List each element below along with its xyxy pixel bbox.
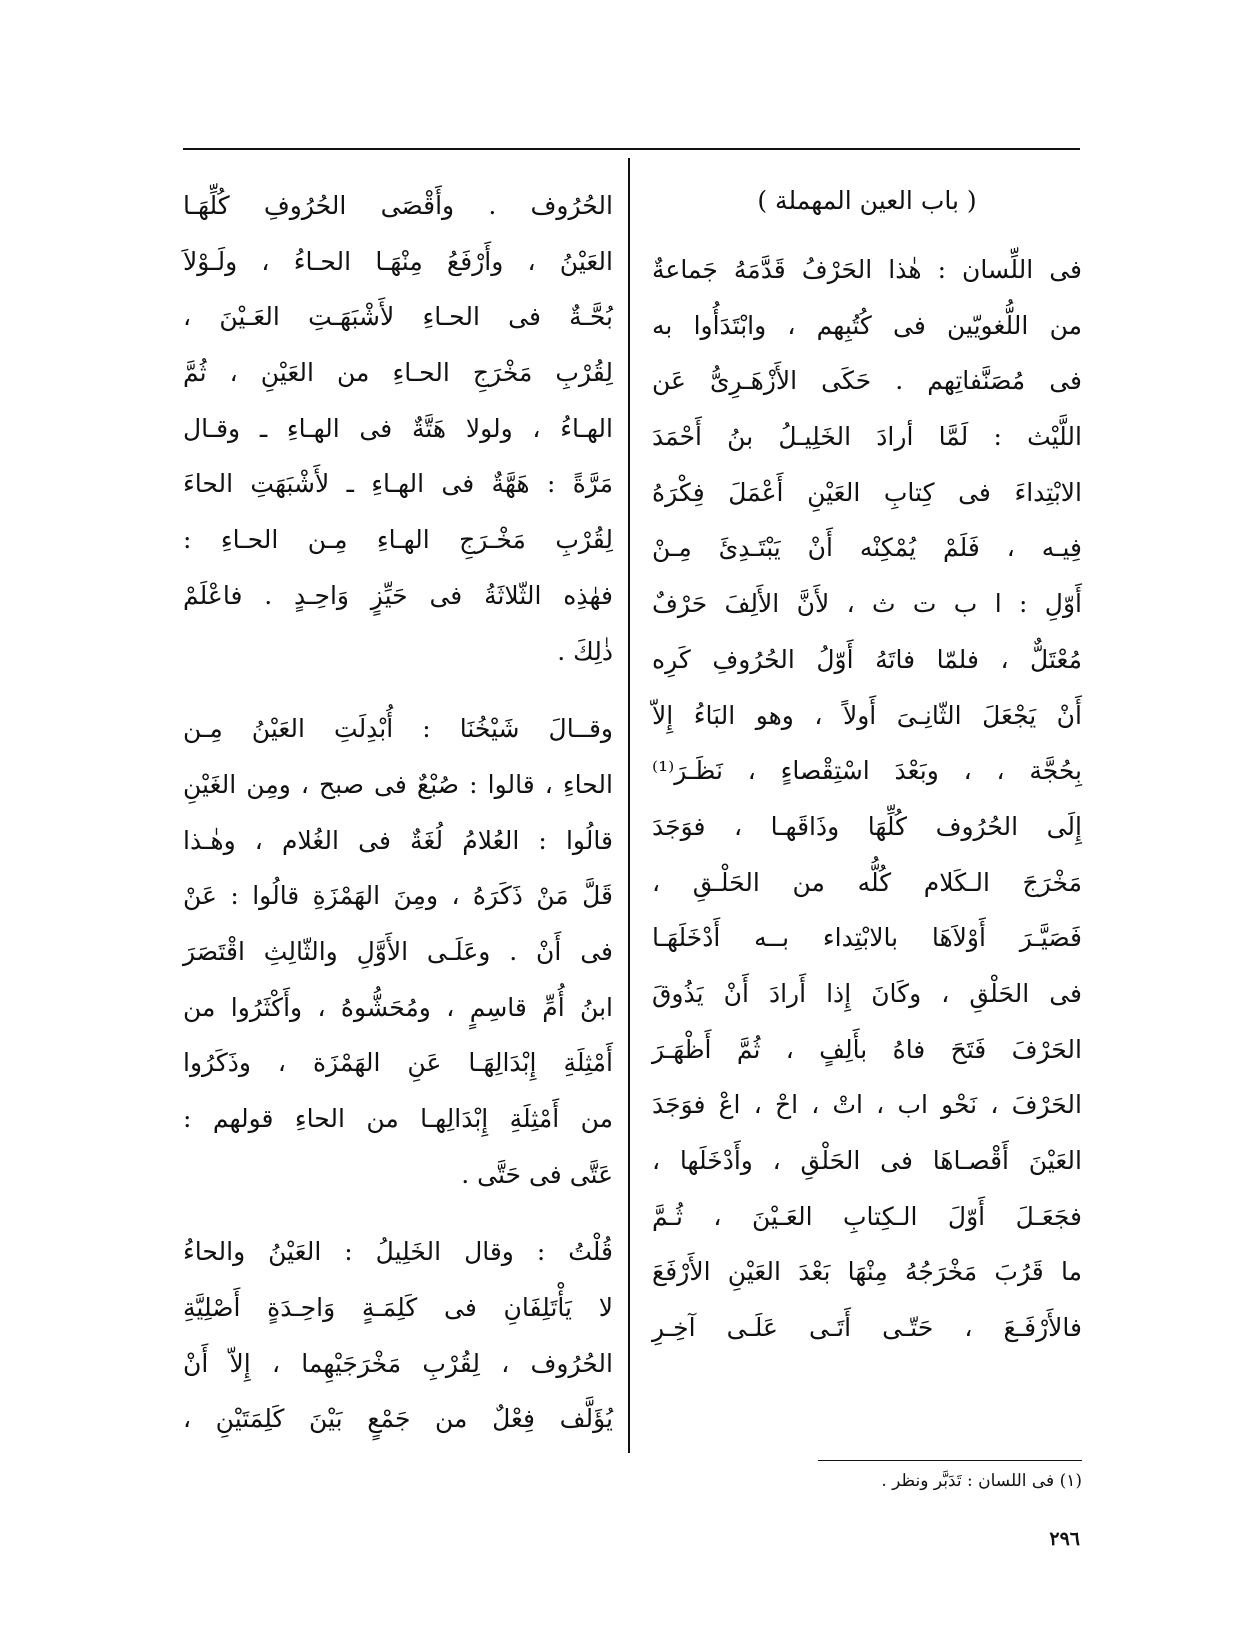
text-line: لِقُرْبِ مَخْـرَجِ الهـاءِ مِـن الحـاءِ : — [183, 525, 613, 555]
text-line: فهٰذِه الثّلاثَةُ فى حَيِّزٍ وَاحِـدٍ . فاعْلَمْ — [183, 580, 613, 610]
text-line: لِقُرْبِ مَخْرَجِ الحـاءِ من العَيْنِ ، ثُمَّ — [183, 358, 613, 388]
text-line: أَوّلِ : ا ب ت ث ، لأَنَّ الأَلِفَ حَرْفٌ — [652, 589, 1082, 619]
text-line: مَرَّةً : هَهَّةٌ فى الهـاءِ ـ لأَشْبَهَتِ الحاءَ — [183, 469, 613, 499]
text-line: الحُرُوف . وأَقْصَى الحُرُوفِ كُلِّهَـا — [183, 191, 613, 220]
text-line: الهـاءُ ، ولولا هَتَّةٌ فى الهـاءِ ـ وقـال — [183, 413, 613, 443]
section-heading: ( باب العين المهملة ) — [757, 186, 977, 215]
text-line: ما قَرُبَ مَخْرَجُهُ مِنْهَا بَعْدَ العَيْنِ الأَرْفَعَ — [652, 1257, 1082, 1287]
top-rule — [183, 148, 1080, 150]
text-line: فجَعَـلَ أَوّلَ الـكِتابِ العَـيْنَ ، ثُـمَّ — [652, 1201, 1082, 1231]
footnote-rule — [818, 1460, 1082, 1461]
text-line: يُؤَلَّف فِعْلٌ من جَمْعٍ بَيْنَ كَلِمَتَيْنِ ، — [183, 1404, 613, 1434]
text-line: الحاءِ ، قالوا : صُبْعٌ فى صبح ، ومِن الغَيْنِ — [183, 769, 613, 799]
text-line: بِحُجَّة ، ، وبَعْدَ اسْتِقْصاءٍ ، نَظَـرَ⁽¹⁾ — [652, 756, 1082, 786]
text-line: إِلَى الحُرُوف كُلِّهَا وذَاقَهـا ، فوَجَدَ — [652, 811, 1082, 841]
text-line: أَنْ يَجْعَلَ الثّانِـىَ أَولاً ، وهو البَاءُ إِلاّ — [652, 700, 1082, 730]
text-line: العَيْنَ أَقْصـاهَا فى الحَلْقِ ، وأَدْخَلَها ، — [652, 1146, 1082, 1175]
text-line: فالأَرْفَـعَ ، حَتّـى أَتَـى عَلَـى آخِـرِ — [652, 1313, 1082, 1343]
page-number: ٢٩٦ — [1049, 1528, 1080, 1550]
text-line: عَتَّى فى حَتَّى . — [461, 1159, 613, 1189]
text-line: لا يَأْتَلِفَانِ فى كَلِمَـةٍ وَاحِـدَةٍ أَصْلِيَّةِ — [183, 1293, 613, 1323]
text-line: أَمْثِلَةِ إِبْدَالِهَـا عَنِ الهَمْزَة ، وذَكَرُوا — [183, 1048, 613, 1078]
text-line: بُحَّـةٌ فى الحـاءِ لأَشْبَهَـتِ العَـيْنَ ، — [183, 302, 613, 332]
text-line: من اللُّغويّين فى كُتُبِهم ، وابْتَدَأُوا به — [652, 310, 1082, 340]
text-line: الحَرْفَ ، نَحْو اب ، اتْ ، احْ ، اعْ فوَجَدَ — [652, 1090, 1082, 1120]
paragraph-gap — [183, 1202, 613, 1224]
left-column — [183, 178, 613, 1447]
text-line: فى الحَلْقِ ، وكَانَ إِذا أَرادَ أَنْ يَذُوقَ — [652, 978, 1082, 1008]
text-line: الحَرْفَ فَتَحَ فاهُ بأَلِفٍ ، ثُمَّ أَظْهَـرَ — [652, 1034, 1082, 1064]
text-line: ذٰلِكَ . — [557, 636, 613, 666]
text-line: مَخْرَجَ الـكَلام كُلُّه من الحَلْـقِ ، — [652, 867, 1082, 897]
text-line: قَلَّ مَنْ ذَكَرَهُ ، ومِنَ الهَمْزَةِ قالُوا : عَنْ — [183, 881, 613, 911]
text-line: فى مُصَنَّفاتِهم . حَكَى الأَزْهَـرِىُّ عَن — [652, 366, 1082, 396]
text-line: من أَمْثِلَةِ إِبْدَالِهـا من الحاءِ قولهم : — [183, 1104, 613, 1133]
right-column — [652, 178, 1082, 1356]
text-line: مُعْتَلٌّ ، فلمّا فاتَهُ أَوّلُ الحُرُوفِ كَرِه — [652, 644, 1082, 674]
footnote: (١) فى اللسان : تَدَبَّر ونظر . — [881, 1471, 1082, 1491]
text-line: قالُوا : العُلامُ لُغَةٌ فى الغُلام ، وهٰـذا — [183, 825, 613, 855]
paragraph-gap — [183, 679, 613, 701]
text-line: الحُرُوف ، لِقُرْبِ مَخْرَجَيْهِما ، إِلاّ أَنْ — [183, 1348, 613, 1378]
text-line: العَيْنُ ، وأَرْفَعُ مِنْهَـا الحـاءُ ، ولَـوْلاَ — [183, 246, 613, 276]
text-line: ابنُ أُمِّ قاسِمٍ ، ومُحَشُّوهُ ، وأَكْثَرُوا من — [183, 992, 613, 1022]
text-line: اللَّيْث : لَمَّا أرادَ الخَلِيـلُ بنُ أَحْمَدَ — [652, 422, 1082, 452]
text-line: الابْتِداءَ فى كِتابِ العَيْنِ أَعْمَلَ فِكْرَهُ — [652, 477, 1082, 507]
text-line: قُلْتُ : وقال الخَلِيلُ : العَيْنُ والحاءُ — [183, 1237, 613, 1267]
text-line: وقــالَ شَيْخُنَا : أُبْدِلَتِ العَيْنُ مِـن — [183, 714, 613, 744]
text-line: فِيـه ، فَلَمْ يُمْكِنْه أَنْ يَبْتَـدِئَ مِـنْ — [652, 533, 1082, 563]
text-line: فى اللِّسان : هٰذا الحَرْفُ قَدَّمَهُ جَماعةٌ — [652, 255, 1082, 284]
text-line: فَصَيَّـرَ أَوْلاَهَا بالابْتِداء بــه أَدْخَلَهَـا — [652, 923, 1082, 953]
text-line: فى أَنْ . وعَلَـى الأَوَّلِ والثّالِثِ اقْتَصَرَ — [183, 936, 613, 966]
column-divider — [628, 158, 630, 1453]
